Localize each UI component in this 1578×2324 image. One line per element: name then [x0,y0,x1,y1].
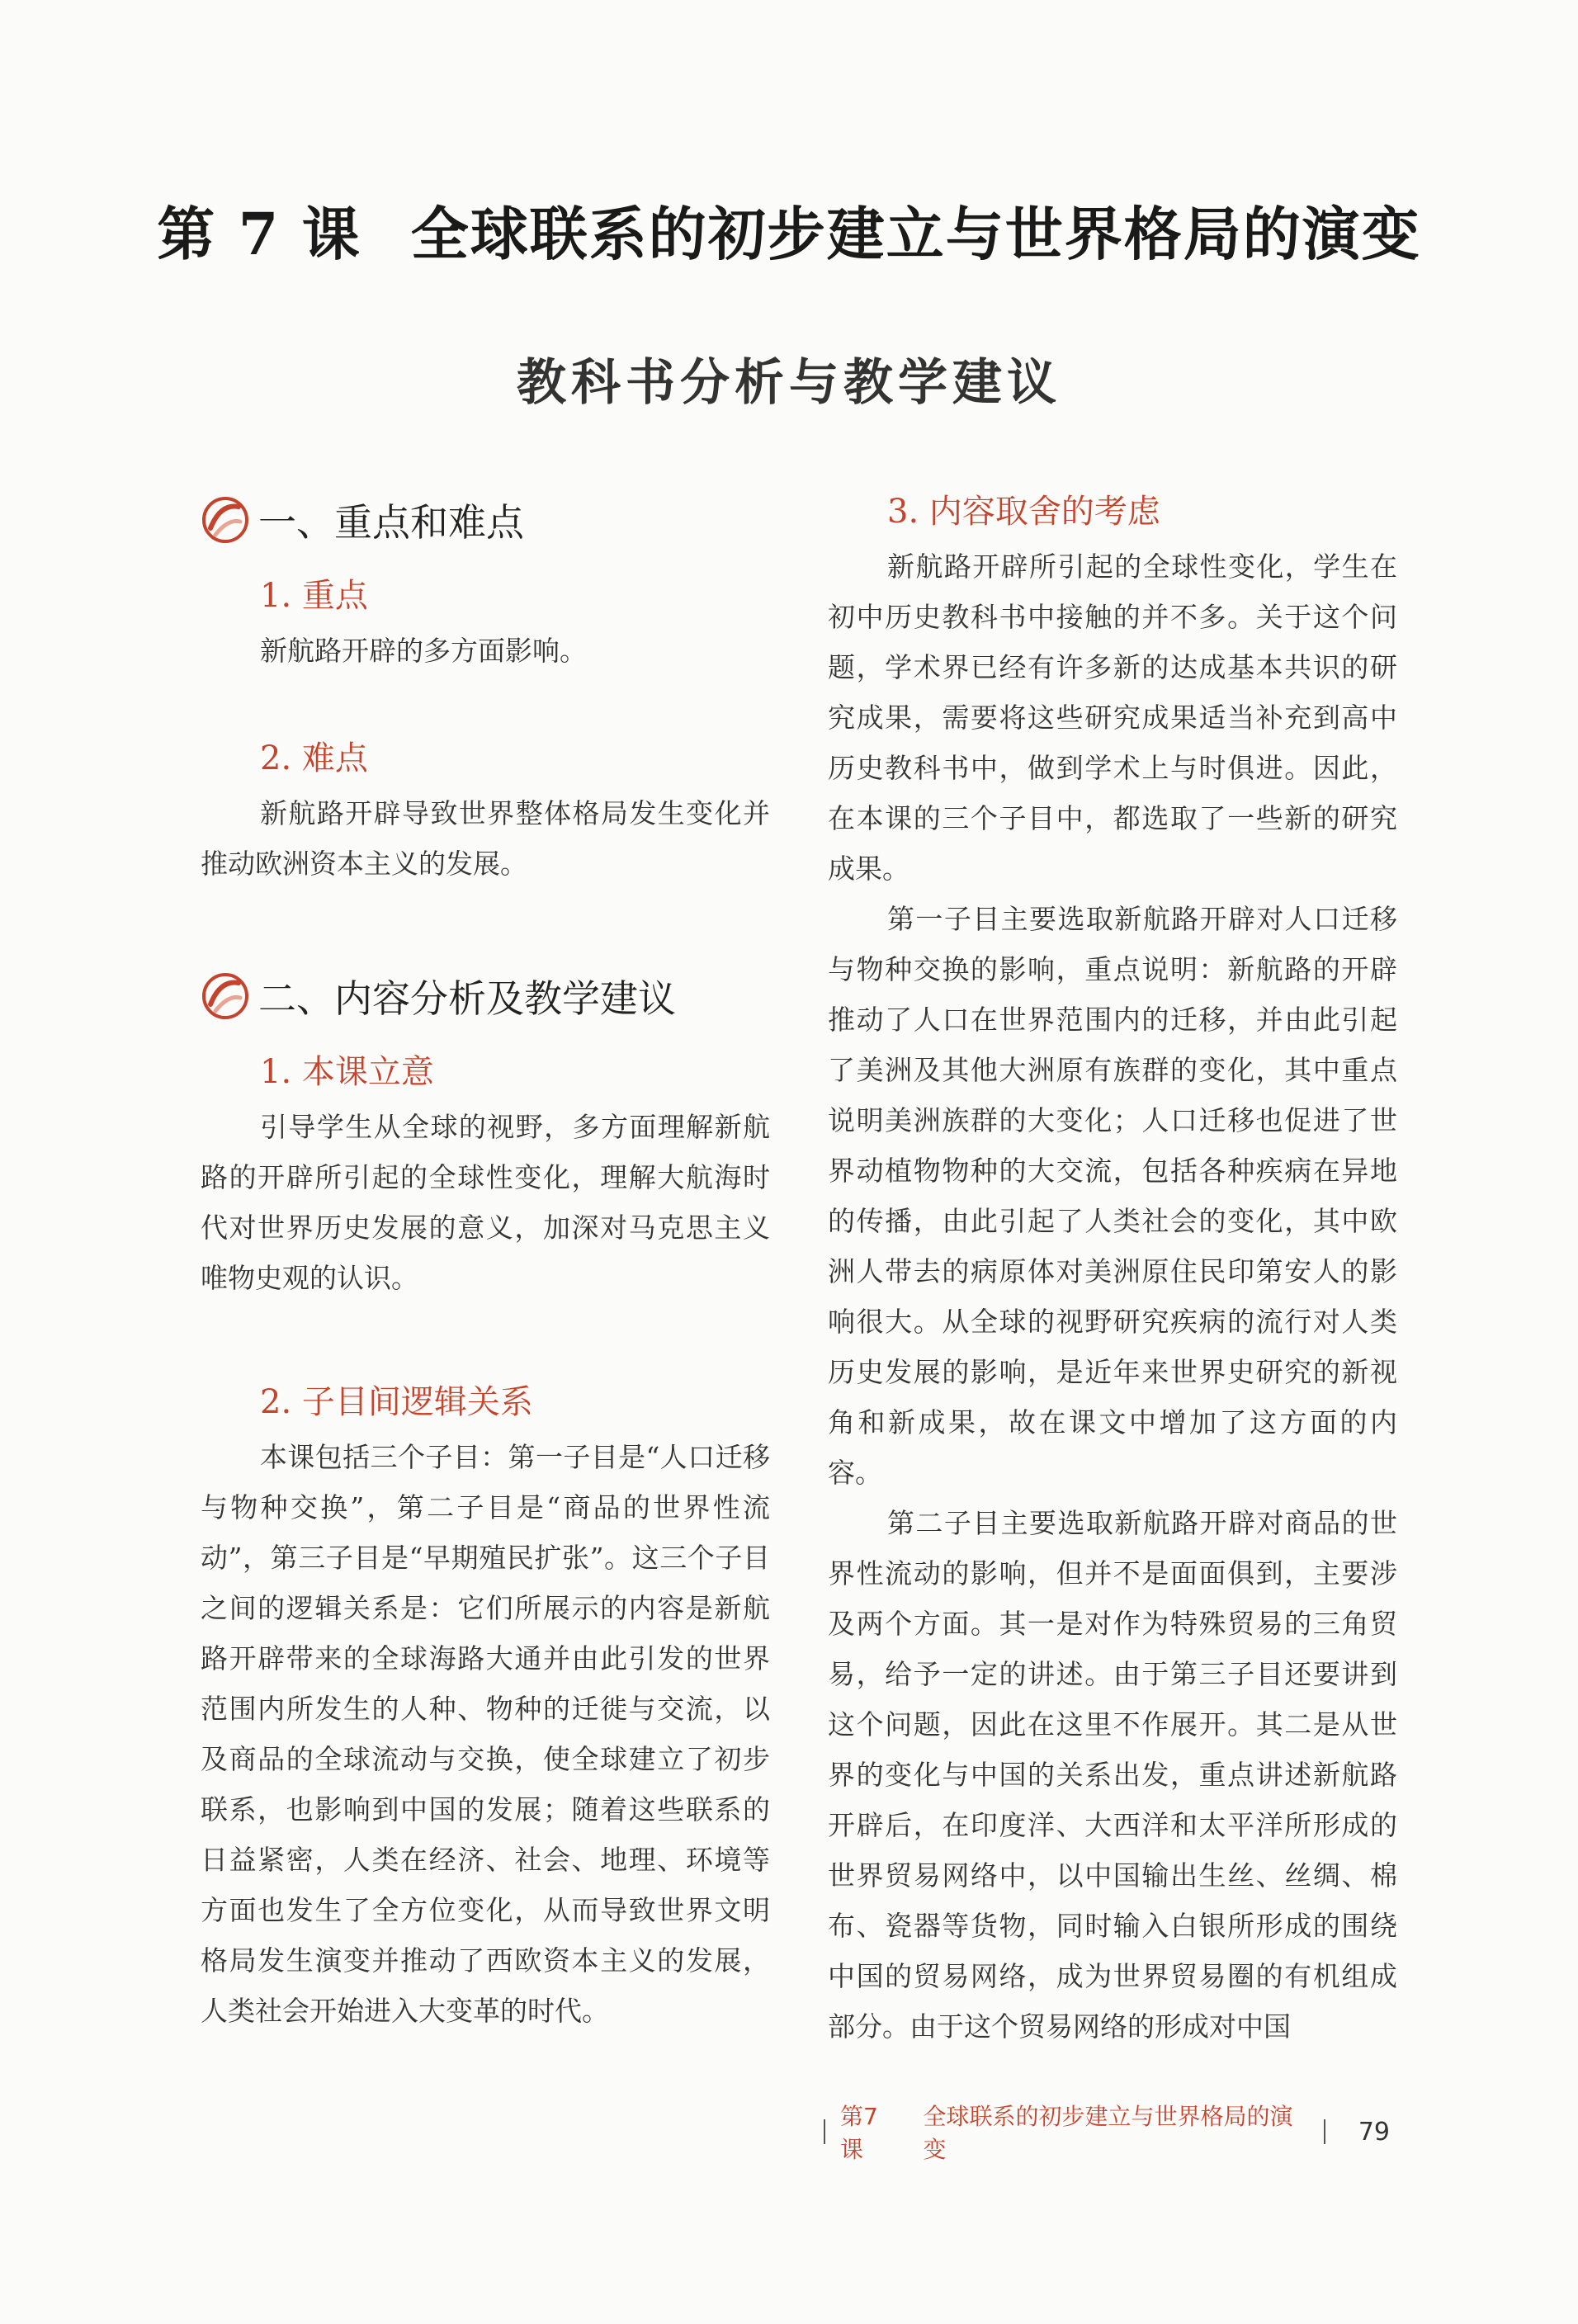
content-choice-para-2: 第一子目主要选取新航路开辟对人口迁移与物种交换的影响，重点说明：新航路的开辟推动了人口在世界范围内的迁移，并由此引起了美洲及其他大洲原有族群的变化，其中重点说明美洲族群的大变化；人口迁移也促进了世界动植物物种的大交流，包括各种疾病在异地的传播，由此引起了人类社会的变化，其中欧洲人带去的病原体对美洲原住民印第安人的影响很大。从全球的视野研究疾病的流行对人类历史发展的影响，是近年来世界史研究的新视角和新成果，故在课文中增加了这方面的内容。 [828,903,1397,1489]
footer-divider [824,2119,825,2144]
logic-text: 本课包括三个子目：第一子目是“人口迁移与物种交换”，第二子目是“商品的世界性流动”，第三子目是“早期殖民扩张”。这三个子目之间的逻辑关系是：它们所展示的内容是新航路开辟带来的全球海路大通并由此引发的世界范围内所发生的人种、物种的迁徙与交流，以及商品的全球流动与交换，使全球建立了初步联系，也影响到中国的发展；随着这些联系的日益紧密，人类在经济、社会、地理、环境等方面也发生了全方位变化，从而导致世界文明格局发生演变并推动了西欧资本主义的发展，人类社会开始进入大变革的时代。 [201,1441,770,2027]
subheading-content-choice: 3. 内容取舍的考虑 [887,493,1160,531]
lesson-number: 第 7 课 [157,200,361,268]
page-footer [809,2103,1390,2163]
right-column [828,487,1397,2052]
section-label-2: 二、内容分析及教学建议 [258,976,676,1021]
subheading-intent: 1. 本课立意 [260,1053,434,1091]
page-subtitle: 教科书分析与教学建议 [517,354,1061,412]
subheading-logic: 2. 子目间逻辑关系 [260,1383,533,1421]
section-swirl-icon [201,495,250,545]
content-choice-para-3: 第二子目主要选取新航路开辟对商品的世界性流动的影响，但并不是面面俱到，主要涉及两个方面。其一是对作为特殊贸易的三角贸易，给予一定的讲述。由于第三子目还要讲到这个问题，因此在这里不作展开。其二是从世界的变化与中国的关系出发，重点讲述新航路开辟后，在印度洋、大西洋和太平洋所形成的世界贸易网络中，以中国输出生丝、丝绸、棉布、瓷器等货物，同时输入白银所形成的围绕中国的贸易网络，成为世界贸易圈的有机组成部分。由于这个贸易网络的形成对中国 [828,1507,1397,2043]
footer-title: 全球联系的初步建立与世界格局的演变 [923,2103,1293,2163]
page-title [0,188,1578,272]
key-point-text: 新航路开辟的多方面影响。 [260,635,587,667]
section-heading-2 [201,963,770,1029]
subheading-difficulty: 2. 难点 [260,739,368,777]
content-choice-para-1: 新航路开辟所引起的全球性变化，学生在初中历史教科书中接触的并不多。关于这个问题，学术界已经有许多新的达成基本共识的研究成果，需要将这些研究成果适当补充到高中历史教科书中，做到学术上与时俱进。因此，在本课的三个子目中，都选取了一些新的研究成果。 [828,550,1397,885]
section-label-1: 一、重点和难点 [258,500,524,545]
left-column [201,487,770,2036]
intent-text: 引导学生从全球的视野，多方面理解新航路的开辟所引起的全球性变化，理解大航海时代对世界历史发展的意义，加深对马克思主义唯物史观的认识。 [201,1111,770,1294]
subheading-key-point: 1. 重点 [260,577,368,615]
section-heading-1 [201,487,770,553]
footer-divider [1324,2119,1325,2144]
difficulty-text: 新航路开辟导致世界整体格局发生变化并推动欧洲资本主义的发展。 [201,797,770,880]
footer-lesson: 第7课 [839,2103,878,2163]
page-number: 79 [1358,2117,1390,2147]
section-swirl-icon [201,971,250,1021]
lesson-title: 全球联系的初步建立与世界格局的演变 [410,200,1421,268]
